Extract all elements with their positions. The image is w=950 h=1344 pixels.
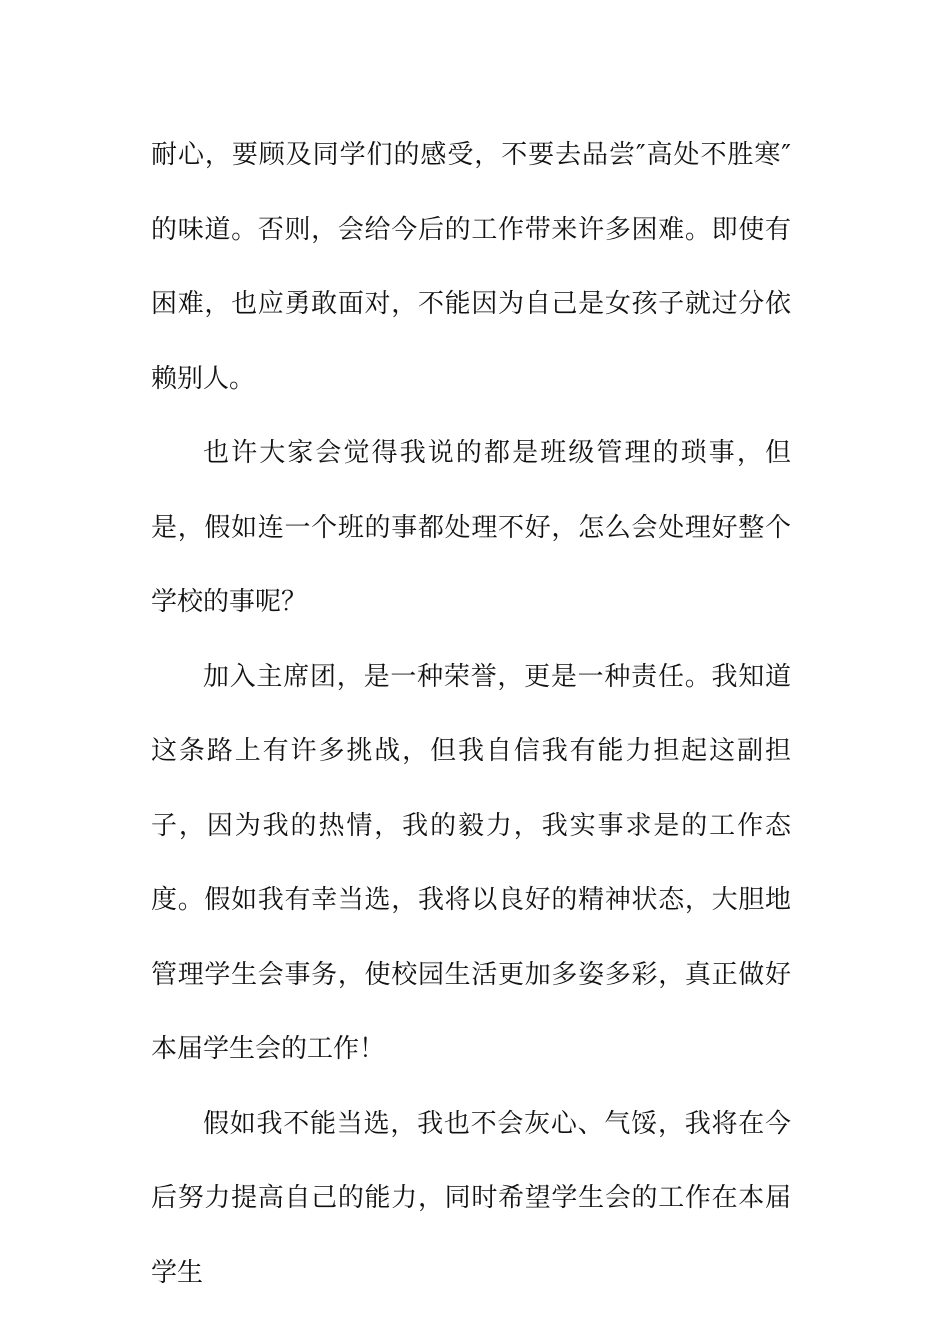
- paragraph-presidium: 加入主席团，是一种荣誉，更是一种责任。我知道这条路上有许多挑战，但我自信我有能力担起这副担子，因为我的热情，我的毅力，我实事求是的工作态度。假如我有幸当选，我将以良好的精神状态，大胆地管理学生会事务，使校园生活更加多姿多彩，真正做好本届学生会的工作！: [151, 661, 791, 1064]
- paragraph-class-management: 也许大家会觉得我说的都是班级管理的琐事，但是，假如连一个班的事都处理不好，怎么会处理好整个学校的事呢？: [151, 438, 791, 617]
- document-body: [151, 118, 791, 1310]
- paragraph-continuation: 耐心，要顾及同学们的感受，不要去品尝″高处不胜寒″的味道。否则，会给今后的工作带来许多困难。即使有困难，也应勇敢面对，不能因为自己是女孩子就过分依赖别人。: [151, 140, 791, 394]
- paragraph-not-elected: 假如我不能当选，我也不会灰心、气馁，我将在今后努力提高自己的能力，同时希望学生会的工作在本届学生: [151, 1108, 791, 1288]
